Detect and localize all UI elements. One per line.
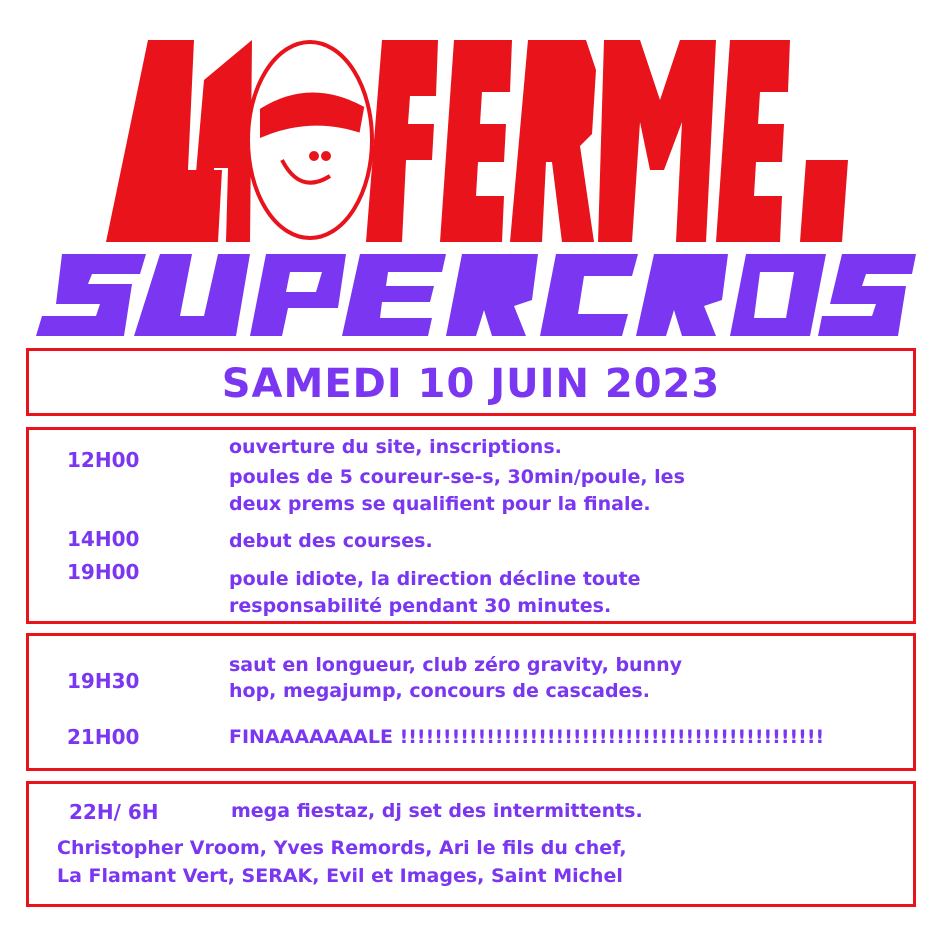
schedule-time: 12H00	[67, 448, 140, 472]
schedule-text: mega fiestaz, dj set des intermittents.	[231, 800, 643, 822]
date-box	[26, 348, 916, 416]
lineup-line: Christopher Vroom, Yves Remords, Ari le fils du chef,	[57, 837, 627, 859]
schedule-time: 21H00	[67, 725, 140, 749]
schedule-time: 19H30	[67, 669, 140, 693]
schedule-text: debut des courses.	[229, 530, 433, 552]
schedule-section-afternoon	[26, 427, 916, 624]
event-logo	[0, 0, 940, 345]
schedule-text: poules de 5 coureur-se-s, 30min/poule, les	[229, 466, 685, 488]
logo-la-ferme	[106, 40, 848, 242]
schedule-time: 22H/ 6H	[69, 800, 159, 824]
schedule-text: hop, megajump, concours de cascades.	[229, 680, 650, 702]
schedule-text: poule idiote, la direction décline toute	[229, 568, 641, 590]
schedule-text: saut en longueur, club zéro gravity, bunny	[229, 654, 683, 676]
schedule-section-night	[26, 781, 916, 907]
schedule-time: 19H00	[67, 560, 140, 584]
schedule-text: FINAAAAAAALE !!!!!!!!!!!!!!!!!!!!!!!!!!!!!!!!!!!!!!!!!!!!!!!!!	[229, 726, 825, 748]
schedule-text: ouverture du site, inscriptions.	[229, 436, 562, 458]
schedule-text: responsabilité pendant 30 minutes.	[229, 595, 612, 617]
lineup-line: La Flamant Vert, SERAK, Evil et Images, Saint Michel	[57, 865, 623, 887]
event-date: SAMEDI 10 JUIN 2023	[221, 361, 721, 407]
schedule-time: 14H00	[67, 527, 140, 551]
mascot-face-icon	[248, 42, 372, 238]
schedule-section-evening	[26, 633, 916, 771]
schedule-text: deux prems se qualifient pour la finale.	[229, 493, 651, 515]
